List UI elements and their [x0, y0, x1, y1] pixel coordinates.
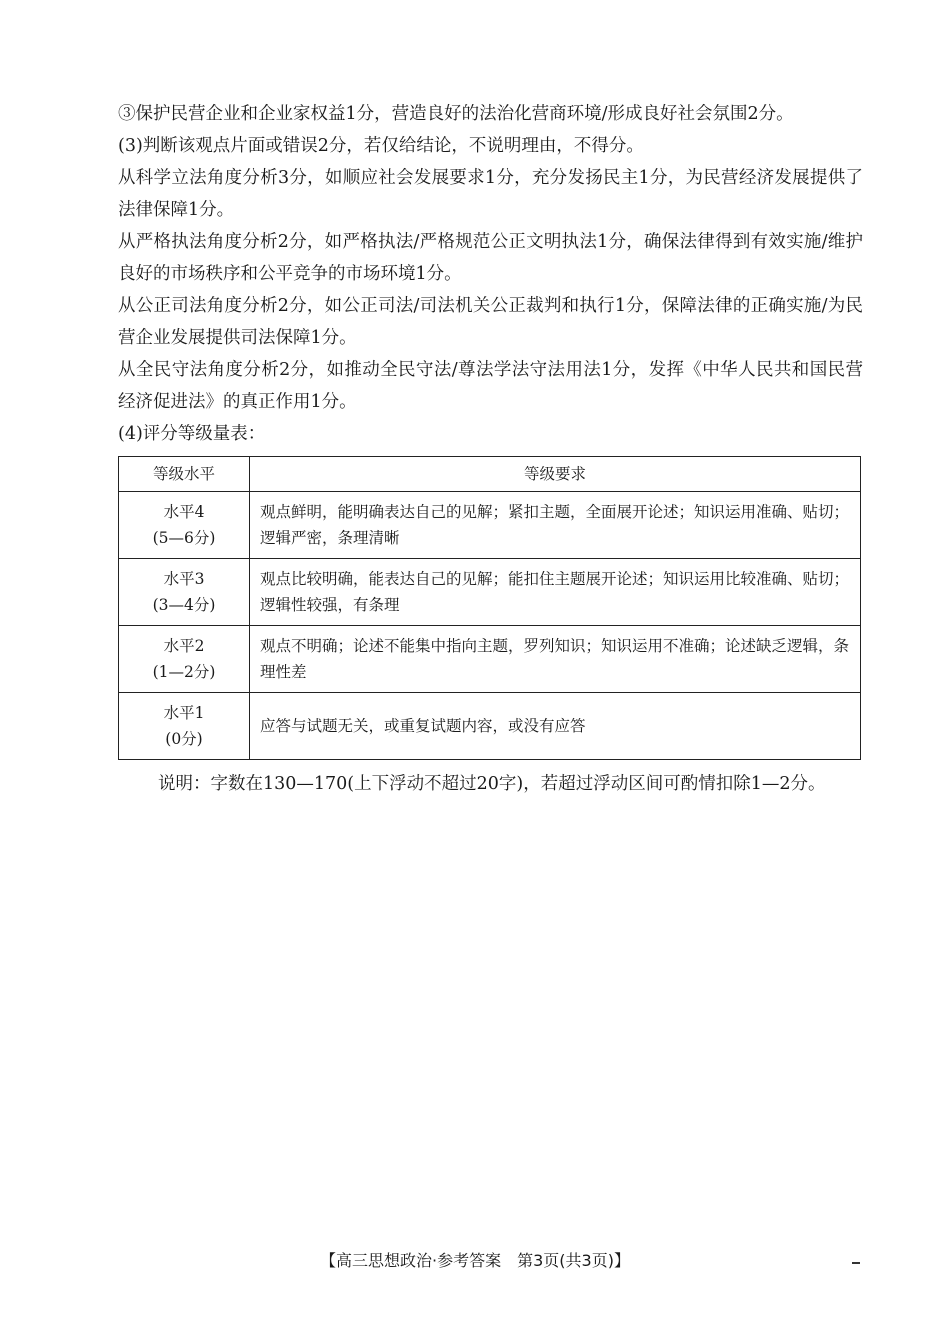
level-label: 水平4 [163, 503, 205, 521]
level-cell [119, 559, 250, 626]
level-score: (0分) [165, 730, 203, 748]
level-cell [119, 626, 250, 693]
level-score: (3—4分) [152, 596, 216, 614]
table-row [119, 626, 861, 693]
requirement-cell: 应答与试题无关，或重复试题内容，或没有应答 [250, 693, 861, 760]
requirement-cell: 观点鲜明，能明确表达自己的见解；紧扣主题，全面展开论述；知识运用准确、贴切；逻辑严密，条理清晰 [250, 492, 861, 559]
paragraph-2: (3)判断该观点片面或错误2分，若仅给结论，不说明理由，不得分。 [118, 136, 644, 156]
grading-scale-table [118, 456, 861, 760]
level-score: (5—6分) [152, 529, 216, 547]
paragraph-5: 从公正司法角度分析2分，如公正司法/司法机关公正裁判和执行1分，保障法律的正确实施/为民营企业发展提供司法保障1分。 [118, 296, 863, 348]
table-row [119, 693, 861, 760]
header-requirement: 等级要求 [250, 457, 861, 492]
table-header-row [119, 457, 861, 492]
table-row [119, 559, 861, 626]
paragraph-4: 从严格执法角度分析2分，如严格执法/严格规范公正文明执法1分，确保法律得到有效实施/维护良好的市场秩序和公平竞争的市场环境1分。 [118, 232, 863, 284]
level-cell [119, 492, 250, 559]
requirement-cell: 观点比较明确，能表达自己的见解；能扣住主题展开论述；知识运用比较准确、贴切；逻辑性较强，有条理 [250, 559, 861, 626]
corner-mark [852, 1262, 860, 1264]
level-label: 水平2 [163, 637, 205, 655]
requirement-cell: 观点不明确；论述不能集中指向主题，罗列知识；知识运用不准确；论述缺乏逻辑，条理性差 [250, 626, 861, 693]
word-count-note: 说明：字数在130—170(上下浮动不超过20字)，若超过浮动区间可酌情扣除1—2分。 [158, 774, 826, 794]
level-score: (1—2分) [152, 663, 216, 681]
header-level: 等级水平 [119, 457, 250, 492]
table-row [119, 492, 861, 559]
paragraph-3: 从科学立法角度分析3分，如顺应社会发展要求1分，充分发扬民主1分，为民营经济发展提供了法律保障1分。 [118, 168, 863, 220]
page-footer: 【高三思想政治·参考答案 第3页(共3页)】 [320, 1251, 630, 1270]
level-label: 水平1 [163, 704, 205, 722]
paragraph-1: ③保护民营企业和企业家权益1分，营造良好的法治化营商环境/形成良好社会氛围2分。 [118, 104, 794, 124]
level-label: 水平3 [163, 570, 205, 588]
paragraph-6: 从全民守法角度分析2分，如推动全民守法/尊法学法守法用法1分，发挥《中华人民共和国民营经济促进法》的真正作用1分。 [118, 360, 863, 412]
answer-content [118, 98, 863, 800]
level-cell [119, 693, 250, 760]
paragraph-7: (4)评分等级量表： [118, 424, 266, 444]
